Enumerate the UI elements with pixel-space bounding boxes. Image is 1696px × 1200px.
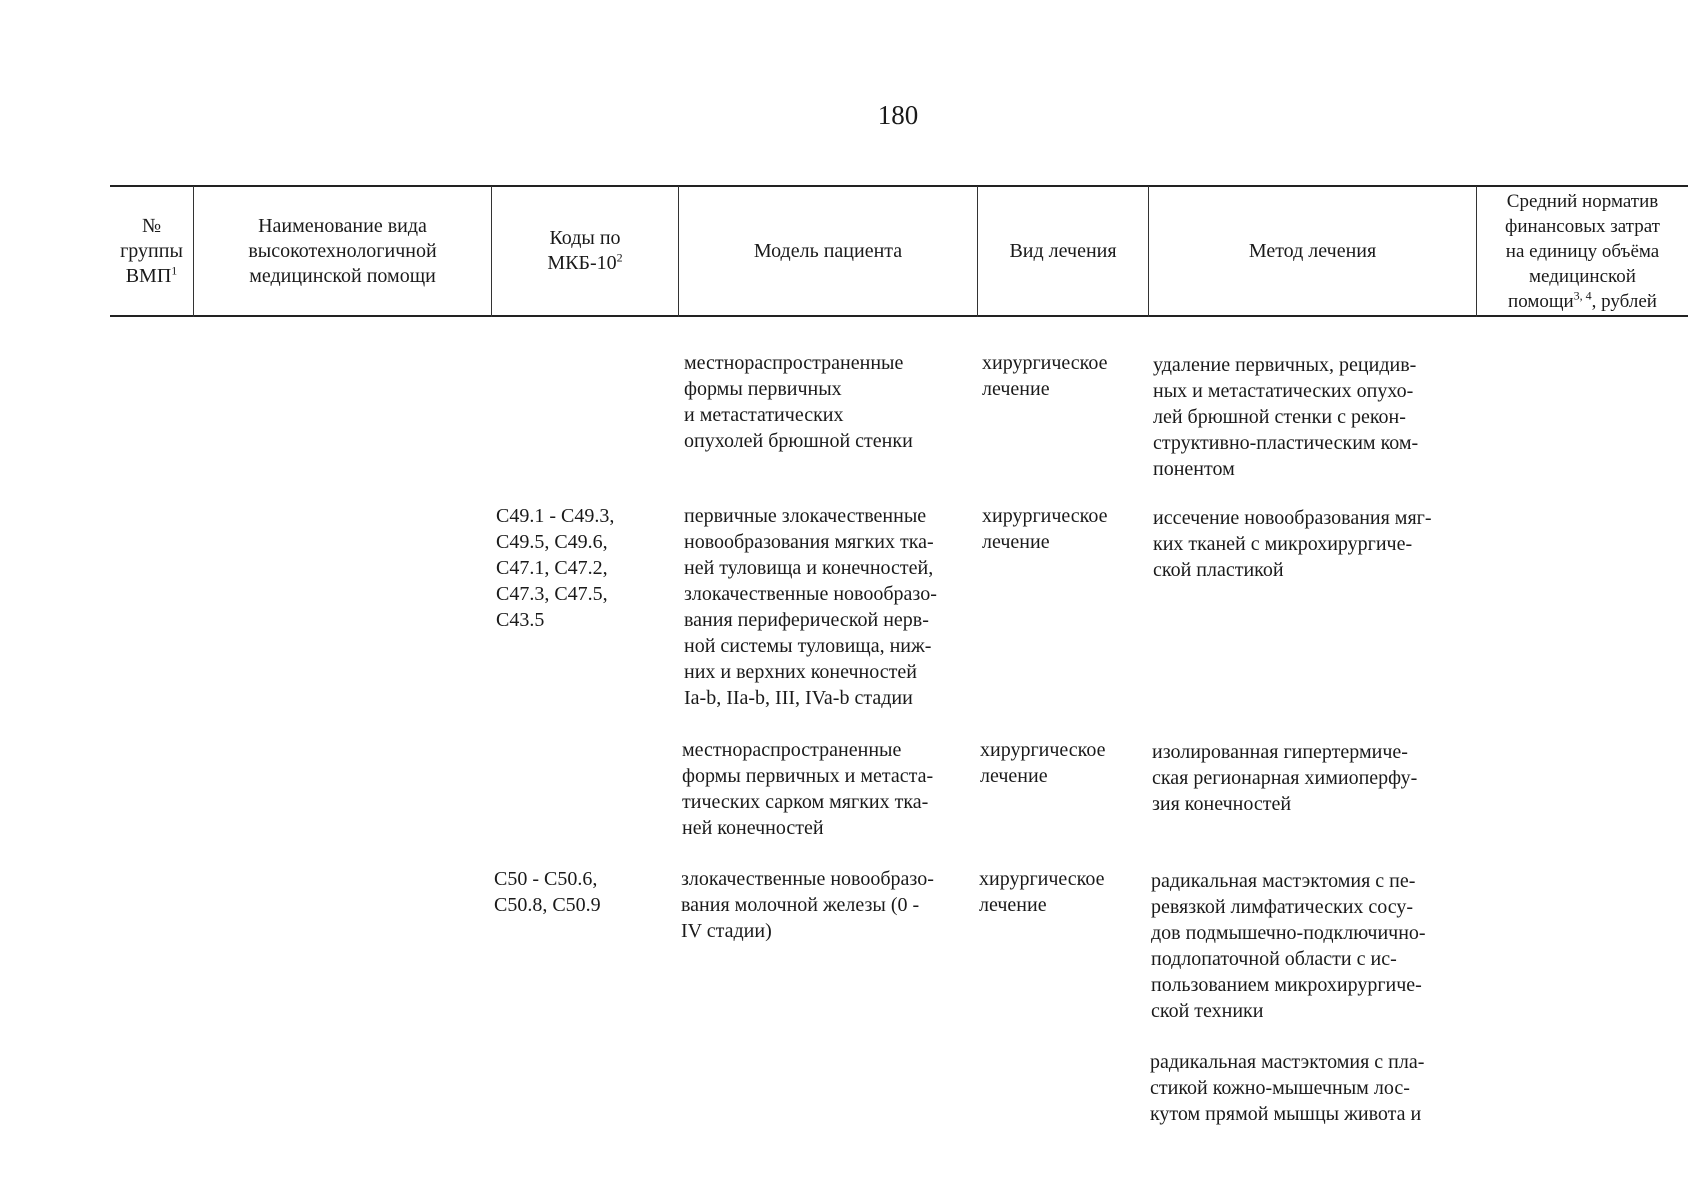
table-row-model: первичные злокачественные новообразования мягких тка- ней туловища и конечностей, злокачественные новообразо- вания периферической нерв- ной системы туловища, ниж- них и верхних конечностей Ia-b, IIa-b, III, IVa-b стадии — [684, 505, 937, 709]
header-icd-codes: Коды по МКБ-$10^2$ — [547, 227, 623, 274]
header-treatment-method: Метод лечения — [1248, 239, 1377, 262]
header-bottom-border — [110, 315, 1688, 317]
header-group-number: № группы ВМП$^1$ — [120, 214, 183, 287]
table-row-method: изолированная гипертермиче- ская регионарная химиоперфу- зия конечностей — [1152, 741, 1418, 815]
table-row-codes: C50 - C50.6, C50.8, C50.9 — [494, 868, 601, 916]
header-average-cost: Средний норматив финансовых затрат на единицу объёма медицинской помощи$^{3, 4}$, рублей — [1505, 190, 1660, 312]
table-row-codes: C49.1 - C49.3, C49.5, C49.6, C47.1, C47.2, C47.3, C47.5, C43.5 — [496, 505, 615, 631]
page-number: 180 — [877, 100, 919, 130]
table-row-treatment: хирургическое лечение — [982, 505, 1108, 553]
table-row-treatment: хирургическое лечение — [982, 352, 1108, 400]
table-row-method: удаление первичных, рецидив- ных и метастатических опухо- лей брюшной стенки с рекон- структивно-пластическим ком- понентом — [1153, 354, 1419, 480]
header-treatment-type: Вид лечения — [1009, 239, 1117, 262]
table-row-method: радикальная мастэктомия с пла- стикой кожно-мышечным лос- кутом прямой мышцы живота и — [1150, 1051, 1425, 1125]
table-row-method: радикальная мастэктомия с пе- ревязкой лимфатических сосу- дов подмышечно-подключично- подлопаточной области с ис- пользованием микрохирургиче- ской техники — [1151, 870, 1426, 1022]
header-patient-model: Модель пациента — [753, 239, 903, 262]
table-row-method: иссечение новообразования мяг- ких тканей с микрохирургиче- ской пластикой — [1153, 507, 1432, 581]
table-row-model: местнораспространенные формы первичных и метастатических опухолей брюшной стенки — [684, 352, 913, 452]
table-row-treatment: хирургическое лечение — [979, 868, 1105, 916]
table-row-treatment: хирургическое лечение — [980, 739, 1106, 787]
table-row-model: местнораспространенные формы первичных и метаста- тических сарком мягких тка- ней конечностей — [682, 739, 934, 839]
header-top-border — [110, 185, 1688, 187]
table-row-model: злокачественные новообразо- вания молочной железы (0 - IV стадии) — [681, 868, 934, 942]
header-care-type-name: Наименование вида высокотехнологичной медицинской помощи — [248, 214, 437, 287]
